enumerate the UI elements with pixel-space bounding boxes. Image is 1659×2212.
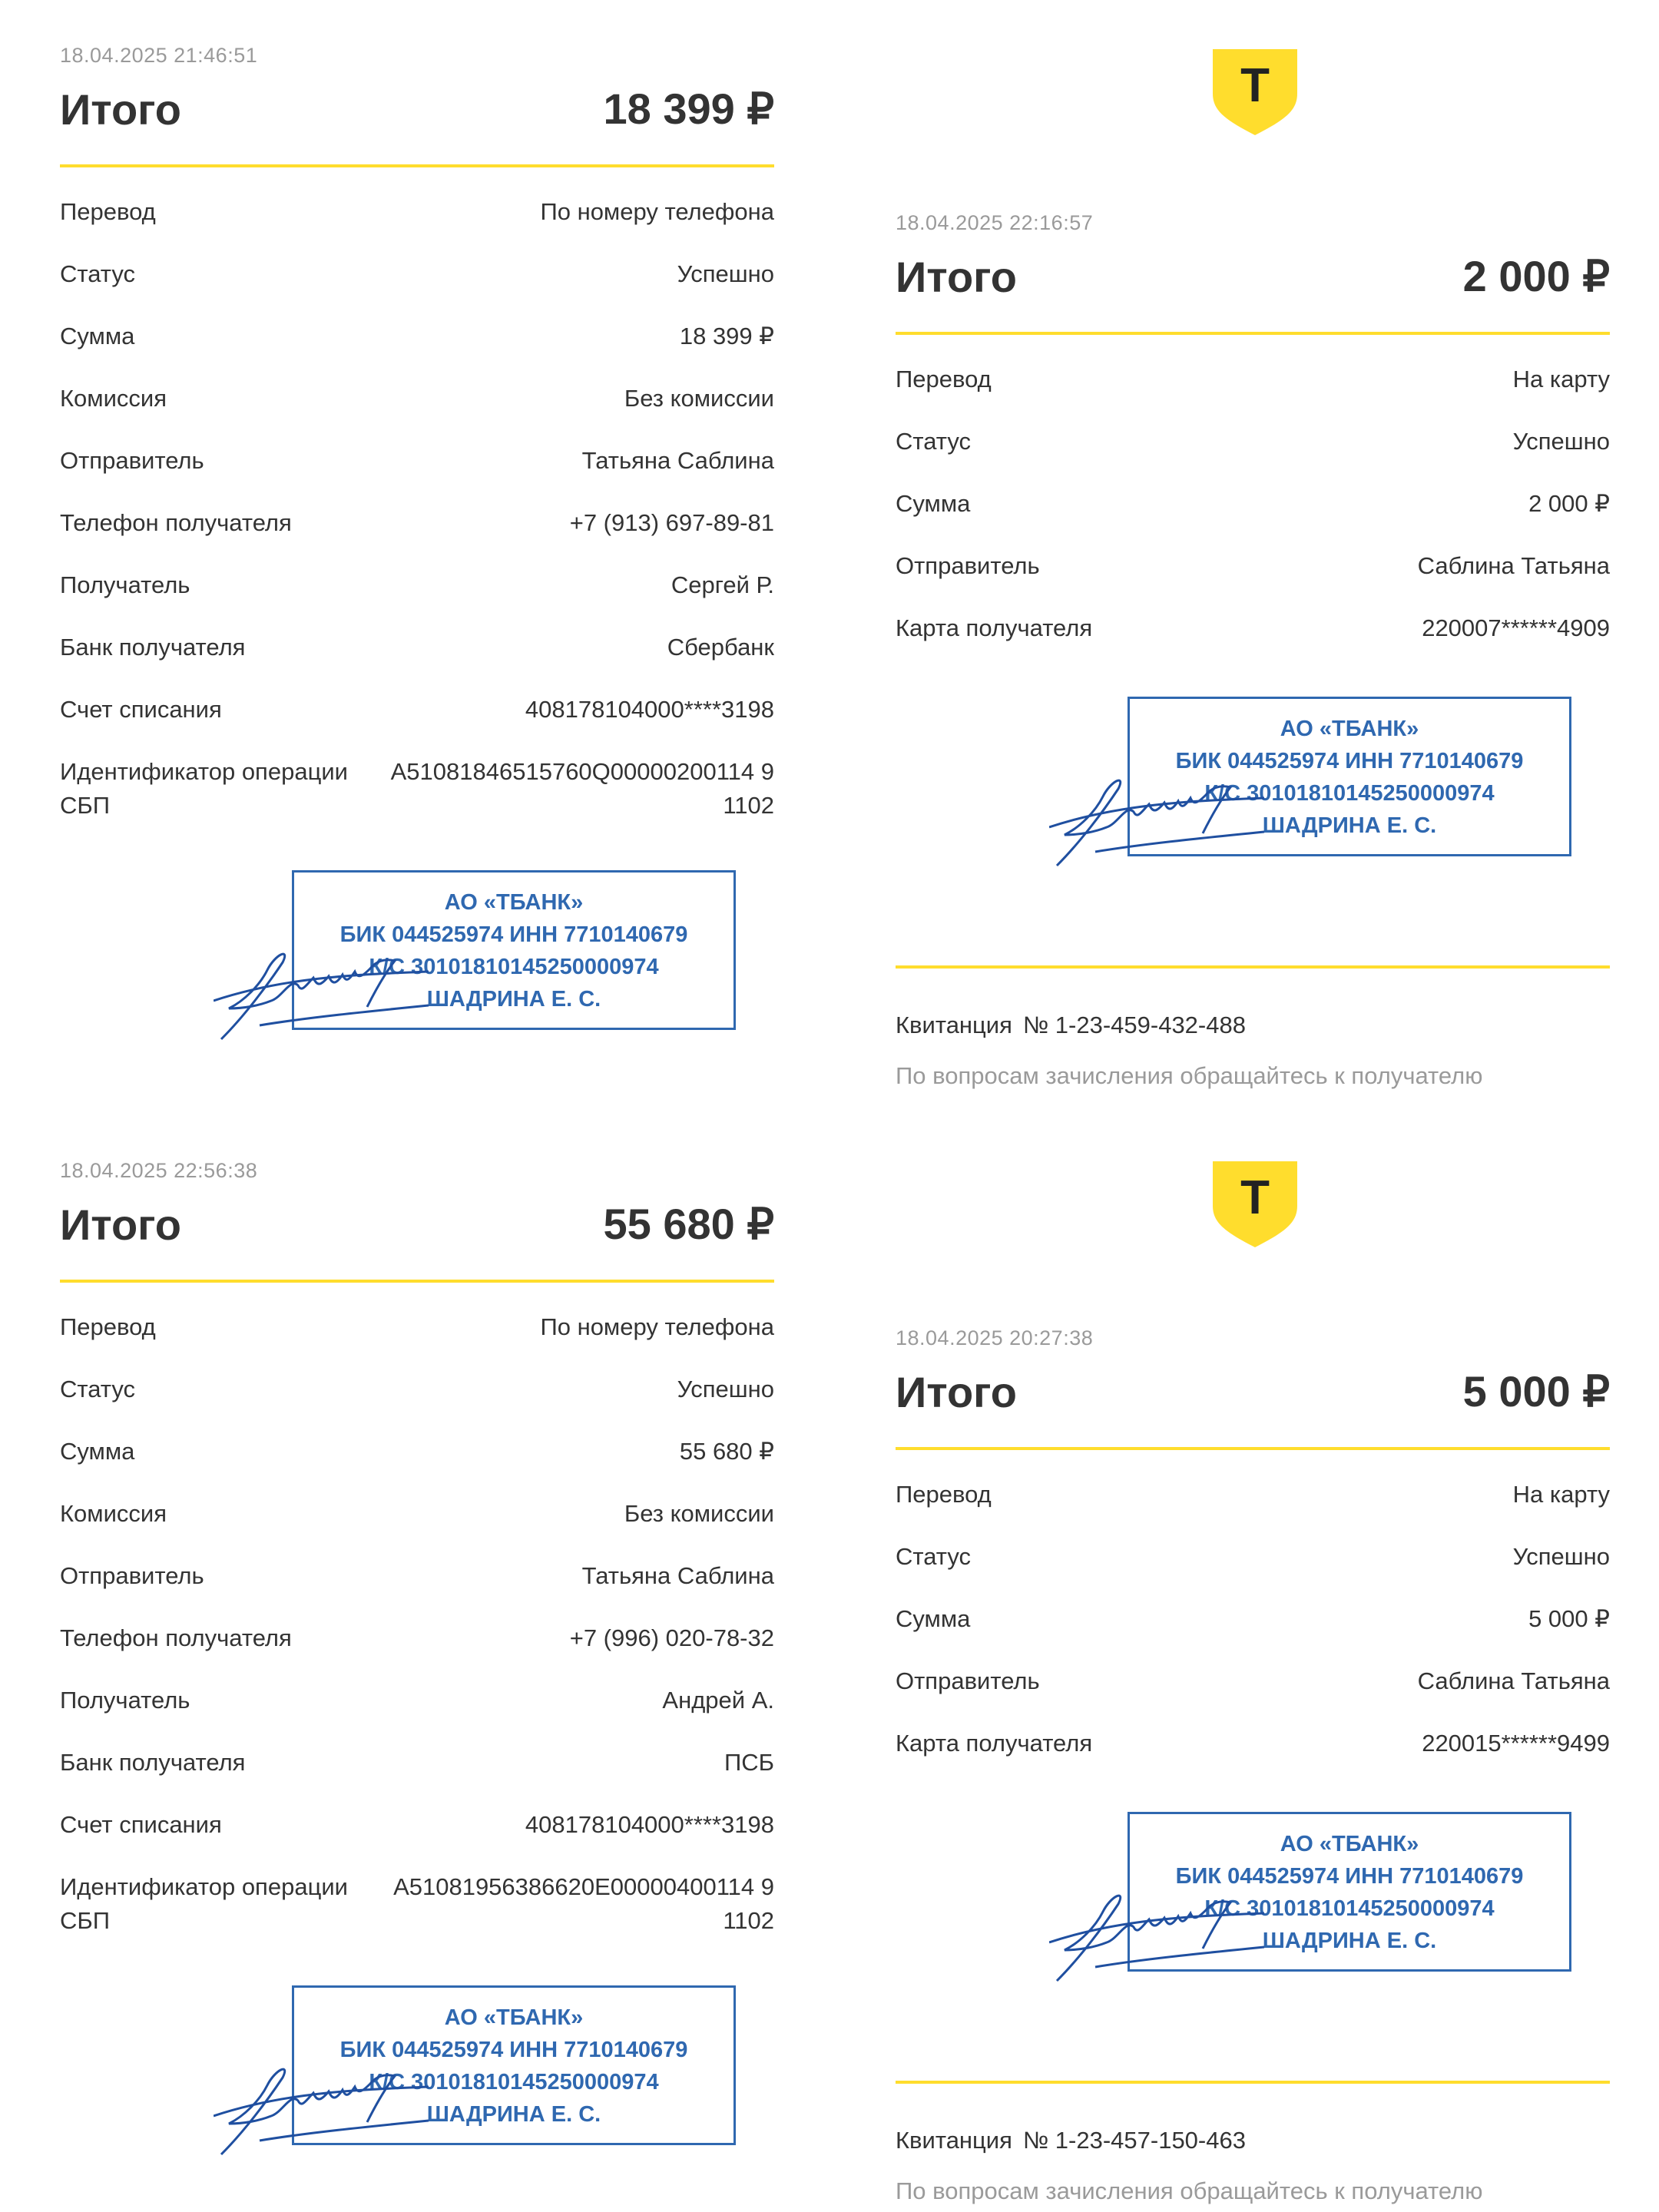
detail-value: 55 680 ₽: [679, 1438, 774, 1465]
detail-row: [896, 487, 1610, 549]
stamp-line: БИК 044525974 ИНН 7710140679: [339, 922, 688, 947]
detail-row: [60, 693, 774, 755]
detail-row: [60, 1559, 774, 1621]
svg-text:T: T: [1240, 1171, 1270, 1224]
detail-value: 408178104000****3198: [525, 1811, 774, 1838]
divider: [896, 1447, 1610, 1450]
detail-label: Сумма: [60, 1438, 135, 1465]
detail-label: Идентификатор операции СБП: [60, 758, 348, 819]
detail-label: Телефон получателя: [60, 509, 292, 536]
detail-label: Отправитель: [60, 1562, 204, 1589]
detail-label: Статус: [896, 428, 971, 455]
detail-value: По номеру телефона: [540, 198, 774, 225]
receipt-timestamp: 18.04.2025 21:46:51: [60, 44, 258, 67]
detail-label: Карта получателя: [896, 614, 1093, 641]
detail-row: [60, 444, 774, 506]
detail-label: Отправитель: [60, 447, 204, 474]
receipt-number-label: Квитанция: [896, 2127, 1012, 2154]
detail-row: [60, 1310, 774, 1373]
total-row: [896, 246, 1610, 307]
stamp-line: ШАДРИНА Е. С.: [1262, 1929, 1437, 1953]
detail-row: [60, 568, 774, 631]
total-label: Итого: [60, 84, 181, 134]
stamp-line: ШАДРИНА Е. С.: [426, 2102, 601, 2127]
detail-value: 220015******9499: [1422, 1730, 1610, 1757]
stamp-line: АО «ТБАНК»: [444, 890, 584, 915]
detail-label: Сумма: [60, 323, 135, 349]
footer-note: По вопросам зачисления обращайтесь к получателю: [896, 2177, 1483, 2204]
receipt-2: [896, 207, 1610, 1090]
receipt-timestamp: 18.04.2025 22:56:38: [60, 1159, 258, 1182]
detail-value: ПСБ: [724, 1749, 774, 1776]
total-value: 18 399 ₽: [603, 84, 774, 133]
detail-label: Статус: [60, 1376, 135, 1402]
divider: [60, 1280, 774, 1283]
receipt-number-value: № 1-23-459-432-488: [1022, 1012, 1246, 1038]
detail-row: [896, 1664, 1610, 1727]
stamp-line: АО «ТБАНК»: [444, 2005, 584, 2030]
detail-value: Успешно: [677, 1376, 774, 1402]
svg-text:T: T: [1240, 59, 1270, 112]
footer-note: По вопросам зачисления обращайтесь к получателю: [896, 1062, 1483, 1089]
detail-value: 2 000 ₽: [1528, 490, 1610, 517]
detail-value: 18 399 ₽: [679, 323, 774, 349]
signature-icon: [1049, 1873, 1272, 1988]
receipt-timestamp: 18.04.2025 22:16:57: [896, 211, 1094, 234]
total-row: [60, 78, 774, 140]
total-value: 5 000 ₽: [1462, 1367, 1610, 1416]
detail-value: 408178104000****3198: [525, 696, 774, 723]
detail-value: Андрей А.: [662, 1687, 774, 1714]
detail-label: Статус: [896, 1543, 971, 1570]
detail-row: [60, 257, 774, 320]
detail-value: На карту: [1512, 1481, 1610, 1508]
detail-row: [60, 1435, 774, 1497]
total-row: [896, 1361, 1610, 1422]
detail-value: Саблина Татьяна: [1417, 552, 1610, 579]
detail-row: [896, 363, 1610, 425]
receipt-1: [60, 40, 774, 1070]
detail-value: Саблина Татьяна: [1417, 1667, 1610, 1694]
detail-value: Успешно: [677, 260, 774, 287]
stamp-line: БИК 044525974 ИНН 7710140679: [339, 2038, 688, 2062]
stamp-line: К/С 30101810145250000974: [369, 2070, 659, 2094]
detail-label: Перевод: [896, 366, 992, 392]
detail-label: Перевод: [896, 1481, 992, 1508]
detail-row: [60, 1684, 774, 1746]
detail-row: [60, 755, 774, 847]
detail-value: Сбербанк: [667, 634, 774, 661]
detail-row: [896, 1602, 1610, 1664]
detail-label: Получатель: [60, 571, 190, 598]
detail-value: Успешно: [1512, 428, 1610, 455]
total-value: 55 680 ₽: [603, 1200, 774, 1248]
divider: [896, 2081, 1610, 2084]
detail-label: Карта получателя: [896, 1730, 1093, 1757]
detail-value: Без комиссии: [624, 1500, 774, 1527]
stamp-area: [896, 1812, 1610, 2012]
detail-value: Сергей Р.: [671, 571, 774, 598]
detail-row: [60, 320, 774, 382]
signature-icon: [214, 932, 436, 1047]
stamp-line: БИК 044525974 ИНН 7710140679: [1175, 749, 1524, 773]
detail-row: [896, 1478, 1610, 1540]
detail-value: Татьяна Саблина: [581, 1562, 774, 1589]
stamp-line: БИК 044525974 ИНН 7710140679: [1175, 1864, 1524, 1889]
stamp-line: К/С 30101810145250000974: [369, 955, 659, 979]
detail-row: [60, 1621, 774, 1684]
detail-label: Получатель: [60, 1687, 190, 1714]
detail-label: Отправитель: [896, 1667, 1040, 1694]
detail-label: Счет списания: [60, 696, 222, 723]
detail-label: Сумма: [896, 1605, 971, 1632]
signature-icon: [214, 2047, 436, 2162]
stamp-line: АО «ТБАНК»: [1280, 717, 1419, 741]
stamp-line: К/С 30101810145250000974: [1204, 781, 1495, 806]
detail-value: 5 000 ₽: [1528, 1605, 1610, 1632]
stamp-line: К/С 30101810145250000974: [1204, 1896, 1495, 1921]
detail-row: [60, 195, 774, 257]
detail-label: Перевод: [60, 1313, 156, 1340]
tbank-logo-icon: [1210, 1158, 1300, 1250]
detail-label: Телефон получателя: [60, 1624, 292, 1651]
total-row: [60, 1194, 774, 1255]
detail-row: [60, 1746, 774, 1808]
total-label: Итого: [896, 252, 1017, 301]
detail-label: Отправитель: [896, 552, 1040, 579]
detail-value: +7 (996) 020-78-32: [569, 1624, 774, 1651]
total-value: 2 000 ₽: [1462, 252, 1610, 300]
detail-row: [896, 611, 1610, 674]
detail-row: [896, 1727, 1610, 1789]
detail-label: Статус: [60, 260, 135, 287]
total-label: Итого: [60, 1200, 181, 1249]
total-label: Итого: [896, 1367, 1017, 1416]
divider: [896, 332, 1610, 335]
detail-value: Успешно: [1512, 1543, 1610, 1570]
detail-value: По номеру телефона: [540, 1313, 774, 1340]
detail-label: Банк получателя: [60, 634, 246, 661]
detail-label: Счет списания: [60, 1811, 222, 1838]
receipt-number-label: Квитанция: [896, 1012, 1012, 1038]
detail-row: [896, 1540, 1610, 1602]
stamp-line: АО «ТБАНК»: [1280, 1832, 1419, 1856]
receipt-timestamp: 18.04.2025 20:27:38: [896, 1326, 1094, 1349]
receipt-4: [896, 1323, 1610, 2205]
detail-label: Комиссия: [60, 385, 167, 412]
receipt-number: [896, 2127, 1610, 2154]
stamp-line: ШАДРИНА Е. С.: [426, 987, 601, 1012]
tbank-logo-icon: [1210, 46, 1300, 138]
detail-label: Перевод: [60, 198, 156, 225]
detail-value: A51081956386620E00000400114 91102: [393, 1873, 774, 1934]
detail-label: Банк получателя: [60, 1749, 246, 1776]
detail-row: [60, 506, 774, 568]
stamp-area: [60, 1985, 774, 2185]
stamp-area: [896, 697, 1610, 896]
stamp-area: [60, 870, 774, 1070]
detail-value: Без комиссии: [624, 385, 774, 412]
detail-row: [60, 631, 774, 693]
detail-value: +7 (913) 697-89-81: [569, 509, 774, 536]
detail-row: [60, 382, 774, 444]
detail-label: Сумма: [896, 490, 971, 517]
detail-value: Татьяна Саблина: [581, 447, 774, 474]
signature-icon: [1049, 758, 1272, 873]
detail-value: A51081846515760Q00000200114 91102: [390, 758, 774, 819]
detail-row: [60, 1497, 774, 1559]
detail-label: Комиссия: [60, 1500, 167, 1527]
divider: [60, 164, 774, 167]
detail-row: [60, 1870, 774, 1962]
detail-label: Идентификатор операции СБП: [60, 1873, 348, 1934]
receipt-number: [896, 1012, 1610, 1039]
stamp-line: ШАДРИНА Е. С.: [1262, 813, 1437, 838]
detail-value: 220007******4909: [1422, 614, 1610, 641]
receipt-3: [60, 1155, 774, 2185]
receipt-number-value: № 1-23-457-150-463: [1022, 2127, 1246, 2154]
detail-row: [896, 549, 1610, 611]
detail-value: На карту: [1512, 366, 1610, 392]
detail-row: [60, 1373, 774, 1435]
detail-row: [896, 425, 1610, 487]
divider: [896, 965, 1610, 969]
detail-row: [60, 1808, 774, 1870]
